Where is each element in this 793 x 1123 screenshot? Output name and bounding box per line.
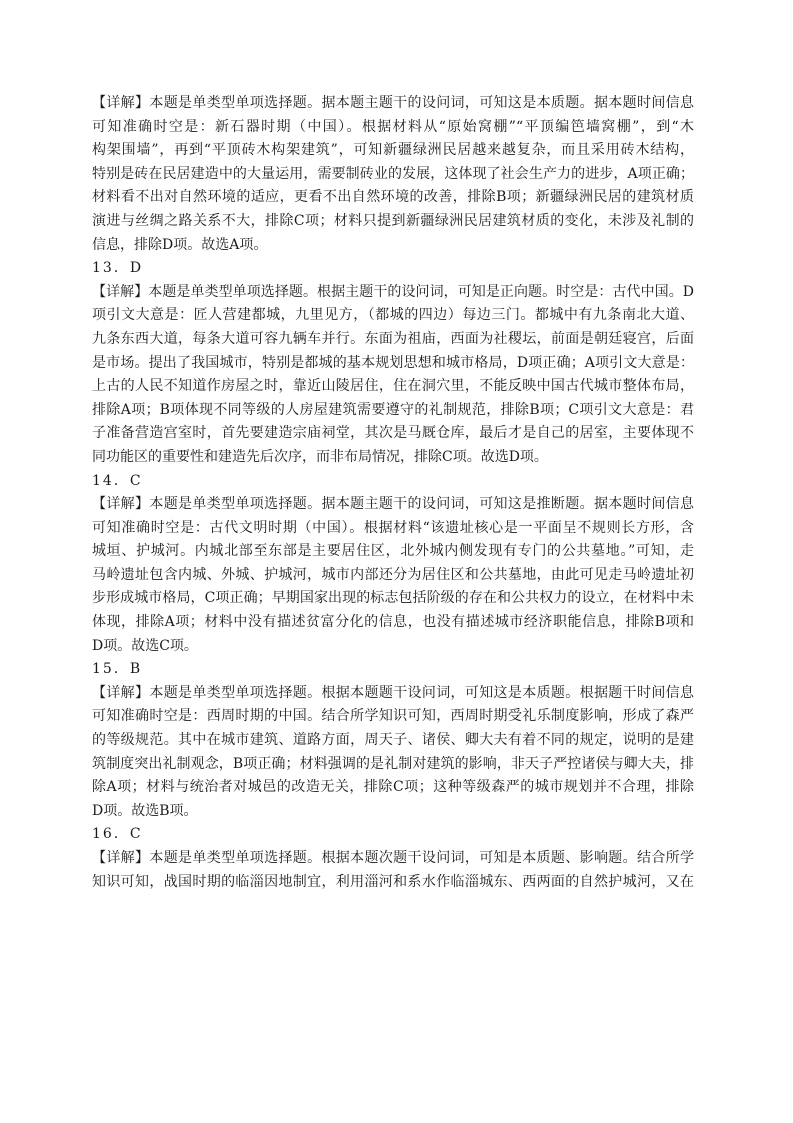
paragraph-line: 子准备营造宫室时，首先要建造宗庙祠堂，其次是马厩仓库，最后才是自己的居室，主要体现不 [92, 425, 694, 442]
paragraph-line: 可知准确时空是：新石器时期（中国）。根据材料从“原始窝棚”“平顶编笆墙窝棚”，到“木 [92, 118, 694, 135]
explanation-paragraph [92, 281, 694, 470]
question-number: 13．D [92, 260, 144, 277]
paragraph-line: 同功能区的重要性和建造先后次序，而非布局情况，排除C项。故选D项。 [92, 448, 548, 465]
paragraph-line: 项引文大意是：匠人营建都城，九里见方，（都城的四边）每边三门。都城中有九条南北大道、 [92, 307, 694, 324]
paragraph-line: D项。故选B项。 [92, 802, 198, 819]
question-number: 15．B [92, 661, 143, 678]
paragraph-line: 马岭遗址包含内城、外城、护城河，城市内部还分为居住区和公共墓地，由此可见走马岭遗址初 [92, 566, 694, 583]
question-number: 14．C [92, 472, 143, 489]
paragraph-line: 【详解】本题是单类型单项选择题。据本题主题干的设问词，可知这是推断题。据本题时间信息 [92, 496, 694, 513]
explanation-paragraph [92, 847, 694, 894]
paragraph-line: 知识可知，战国时期的临淄因地制宜，利用淄河和系水作临淄城东、西两面的自然护城河，又在 [92, 873, 694, 890]
paragraph-line: 可知准确时空是：古代文明时期（中国）。根据材料“该遗址核心是一平面呈不规则长方形，含 [92, 519, 694, 536]
paragraph-line: 【详解】本题是单类型单项选择题。据本题主题干的设问词，可知这是本质题。据本题时间信息 [92, 95, 694, 111]
explanation-paragraph [92, 493, 694, 658]
paragraph-line: 筑制度突出礼制观念，B项正确；材料强调的是礼制对建筑的影响，非天子严控诸侯与卿大夫，排 [92, 755, 694, 772]
explanation-paragraph [92, 682, 694, 824]
paragraph-line: D项。故选C项。 [92, 637, 198, 654]
paragraph-line: 体现，排除A项；材料中没有描述贫富分化的信息，也没有描述城市经济职能信息，排除B项和 [92, 614, 694, 631]
document-page [92, 92, 694, 894]
paragraph-line: 除A项；材料与统治者对城邑的改造无关，排除C项；这种等级森严的城市规划并不合理，排除 [92, 779, 694, 796]
paragraph-line: 步形成城市格局，C项正确；早期国家出现的标志包括阶级的存在和公共权力的设立，在材料中未 [92, 590, 694, 607]
question-number: 16．C [92, 826, 143, 843]
paragraph-line: 【详解】本题是单类型单项选择题。根据主题干的设问词，可知是正向题。时空是：古代中国。D [92, 283, 694, 300]
paragraph-line: 城垣、护城河。内城北部至东部是主要居住区，北外城内侧发现有专门的公共墓地。”可知，走 [92, 543, 694, 560]
paragraph-line: 【详解】本题是单类型单项选择题。根据本题次题干设问词，可知是本质题、影响题。结合所学 [92, 850, 694, 866]
explanation-paragraph [92, 92, 694, 257]
paragraph-line: 特别是砖在民居建造中的大量运用，需要制砖业的发展，这体现了社会生产力的进步，A项正确； [92, 165, 694, 182]
paragraph-line: 材料看不出对自然环境的适应，更看不出自然环境的改善，排除B项；新疆绿洲民居的建筑材质 [92, 189, 694, 206]
paragraph-line: 排除A项；B项体现不同等级的人房屋建筑需要遵守的礼制规范，排除B项；C项引文大意是：君 [92, 401, 694, 418]
paragraph-line: 可知准确时空是：西周时期的中国。结合所学知识可知，西周时期受礼乐制度影响，形成了森严 [92, 708, 694, 725]
paragraph-line: 是市场。提出了我国城市，特别是都城的基本规划思想和城市格局，D项正确；A项引文大意是： [92, 354, 694, 371]
paragraph-line: 演进与丝绸之路关系不大，排除C项；材料只提到新疆绿洲民居建筑材质的变化，未涉及礼制的 [92, 212, 694, 229]
paragraph-line: 的等级规范。其中在城市建筑、道路方面，周天子、诸侯、卿大夫有着不同的规定，说明的是建 [92, 732, 694, 749]
paragraph-line: 信息，排除D项。故选A项。 [92, 236, 268, 253]
paragraph-line: 【详解】本题是单类型单项选择题。根据本题题干设问词，可知这是本质题。根据题干时间信息 [92, 684, 694, 701]
paragraph-line: 构架围墙”，再到“平顶砖木构架建筑”，可知新疆绿洲民居越来越复杂，而且采用砖木结构， [92, 142, 694, 159]
paragraph-line: 九条东西大道，每条大道可容九辆车并行。东面为祖庙，西面为社稷坛，前面是朝廷寝宫，后面 [92, 330, 694, 347]
paragraph-line: 上古的人民不知道作房屋之时，靠近山陵居住，住在洞穴里，不能反映中国古代城市整体布局， [92, 378, 694, 395]
